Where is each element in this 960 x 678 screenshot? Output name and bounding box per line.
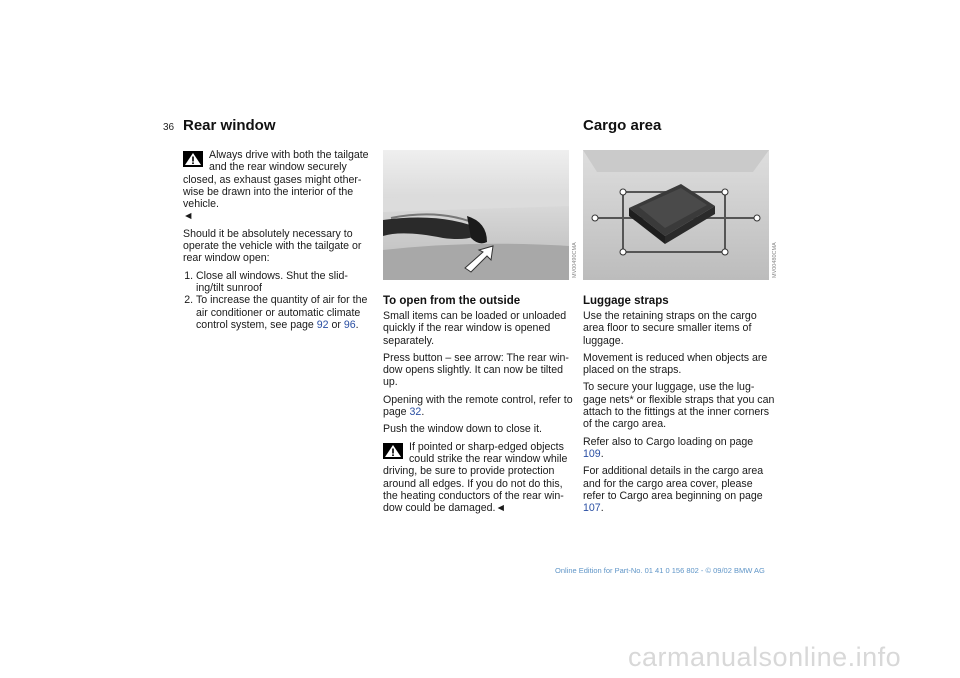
step-item: 1. Close all windows. Shut the slid- ing/tilt sunroof xyxy=(196,270,375,295)
page-link-96[interactable]: 96 xyxy=(343,318,356,331)
rear-window-column xyxy=(183,149,375,336)
step-item: 2. To increase the quantity of air for the air conditioner or automatic climate control system, see page 92 or 96. xyxy=(196,294,375,331)
luggage-straps-column xyxy=(583,310,775,519)
end-mark: ◄ xyxy=(495,502,506,515)
section-title-rear-window: Rear window xyxy=(183,117,276,134)
page-link-32[interactable]: 32 xyxy=(409,406,422,419)
warning-block xyxy=(183,149,375,223)
section-title-cargo-area: Cargo area xyxy=(583,117,662,134)
paragraph: Small items can be loaded or unloaded quickly if the rear window is opened separately. xyxy=(383,310,567,347)
luggage-straps-photo xyxy=(583,150,769,280)
paragraph: Opening with the remote control, refer to page 32. xyxy=(383,393,573,419)
heading-open-from-outside: To open from the outside xyxy=(383,295,521,307)
intro-text: Should it be absolutely necessary to operate the vehicle with the tailgate or rear window open: xyxy=(183,227,362,265)
paragraph: Movement is reduced when objects are placed on the straps. xyxy=(583,351,768,377)
page-link-109[interactable]: 109 xyxy=(583,447,601,460)
paragraph: To secure your luggage, use the lug- gage nets* or flexible straps that you can attach to the fittings at the inner corners of the cargo area. xyxy=(583,381,775,431)
warning-block xyxy=(383,441,575,515)
paragraph: Press button – see arrow: The rear win- dow opens slightly. It can now be tilted up. xyxy=(383,351,569,389)
rear-window-button-photo xyxy=(383,150,569,280)
image-code: MV00490CMA xyxy=(572,242,578,278)
page-link-92[interactable]: 92 xyxy=(316,318,329,331)
paragraph: Refer also to Cargo loading on page 109. xyxy=(583,435,754,460)
heading-luggage-straps: Luggage straps xyxy=(583,295,669,307)
steps-list xyxy=(183,270,375,331)
warning-triangle-icon xyxy=(383,443,403,459)
warning-text: Always drive with both the tailgate and the rear window securely closed, as exhaust gases might other- wise be drawn into the interior of the vehicle. xyxy=(183,149,369,211)
end-mark: ◄ xyxy=(183,210,194,223)
page-number: 36 xyxy=(163,122,175,133)
image-code: MV00480CMA xyxy=(772,242,778,278)
warning-text: If pointed or sharp-edged objects could strike the rear window while driving, be sure to provide protection around all edges. If you do not do this, the heating conductors of the rear win- dow could be damaged. xyxy=(383,440,568,515)
paragraph: Push the window down to close it. xyxy=(383,423,542,436)
paragraph: For additional details in the cargo area and for the cargo area cover, please refer to Cargo area beginning on page 107. xyxy=(583,465,764,515)
page-link-107[interactable]: 107 xyxy=(583,502,601,515)
watermark: carmanualsonline.info xyxy=(628,642,902,672)
open-outside-column xyxy=(383,310,575,519)
footer-edition: Online Edition for Part-No. 01 41 0 156 802 - © 09/02 BMW AG xyxy=(555,566,765,575)
warning-triangle-icon xyxy=(183,151,203,167)
paragraph: Use the retaining straps on the cargo area floor to secure smaller items of luggage. xyxy=(583,310,757,347)
